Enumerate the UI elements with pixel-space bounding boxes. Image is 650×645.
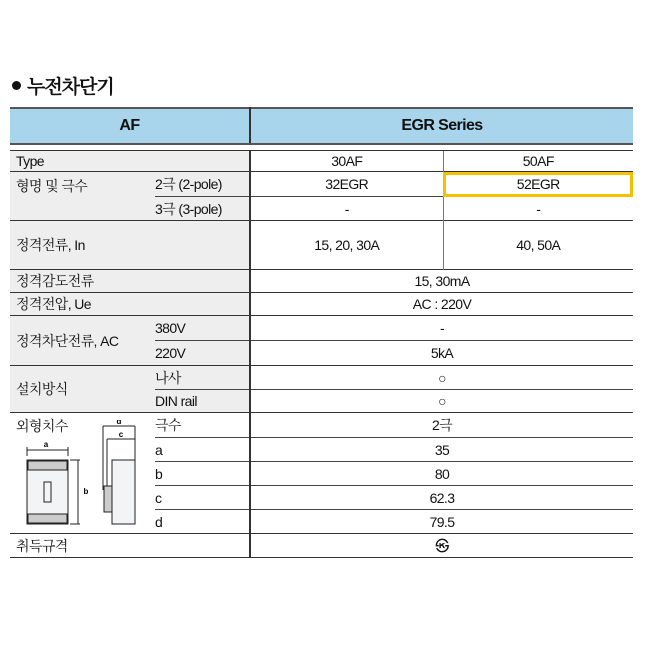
row-label: 외형치수	[16, 418, 68, 434]
table-row	[10, 221, 633, 270]
cell: 32EGR	[250, 172, 443, 197]
title-text: 누전차단기	[27, 77, 114, 98]
row-label: 정격감도전류	[10, 270, 250, 293]
row-label: 설치방식	[10, 366, 155, 413]
sub-label: DIN rail	[155, 390, 250, 413]
cell: 50AF	[443, 151, 633, 172]
sub-label: 380V	[155, 316, 250, 341]
dim-label-a: a	[43, 440, 49, 449]
table-row	[10, 172, 633, 197]
cell: ㉿	[250, 534, 633, 558]
cell: -	[250, 197, 443, 221]
cell: 2극	[250, 413, 633, 438]
row-label: Type	[10, 151, 250, 172]
cell: 35	[250, 438, 633, 462]
dim-label-d: d	[116, 420, 122, 426]
cell: ○	[250, 390, 633, 413]
header-row	[10, 108, 633, 144]
sub-label: 2극 (2-pole)	[155, 172, 250, 197]
sub-label: a	[155, 438, 250, 462]
side-view-drawing	[103, 426, 135, 524]
row-label: 정격전압, Ue	[10, 293, 250, 316]
dimension-drawing	[22, 420, 142, 530]
cell: ○	[250, 366, 633, 390]
bullet-icon	[12, 81, 21, 90]
cell: 79.5	[250, 510, 633, 534]
sub-label: 나사	[155, 366, 250, 390]
sub-label: b	[155, 462, 250, 486]
cell: -	[250, 316, 633, 341]
dim-label-c: c	[118, 430, 124, 439]
section-title	[12, 72, 114, 99]
row-label: 취득규격	[10, 534, 250, 558]
table-row	[10, 366, 633, 390]
cell: 15, 30mA	[250, 270, 633, 293]
row-label: 형명 및 극수	[10, 172, 155, 221]
header-series: EGR Series	[250, 108, 633, 144]
sub-label: 220V	[155, 341, 250, 366]
sub-label: c	[155, 486, 250, 510]
highlighted-cell: 52EGR	[443, 172, 633, 197]
cell: 40, 50A	[443, 221, 633, 270]
cell: 62.3	[250, 486, 633, 510]
table-row	[10, 293, 633, 316]
cell: 5kA	[250, 341, 633, 366]
sub-label: 극수	[155, 413, 250, 438]
cell: 80	[250, 462, 633, 486]
table-row	[10, 151, 633, 172]
cell: AC : 220V	[250, 293, 633, 316]
cell: 30AF	[250, 151, 443, 172]
header-af: AF	[10, 108, 250, 144]
sub-label: d	[155, 510, 250, 534]
row-label: 정격전류, In	[10, 221, 250, 270]
table-row	[10, 534, 633, 558]
table-row	[10, 270, 633, 293]
cell: -	[443, 197, 633, 221]
row-label: 정격차단전류, AC	[10, 316, 155, 366]
cell: 15, 20, 30A	[250, 221, 443, 270]
sub-label: 3극 (3-pole)	[155, 197, 250, 221]
dim-label-b: b	[83, 487, 89, 496]
front-view-drawing	[27, 447, 80, 524]
table-row	[10, 316, 633, 341]
